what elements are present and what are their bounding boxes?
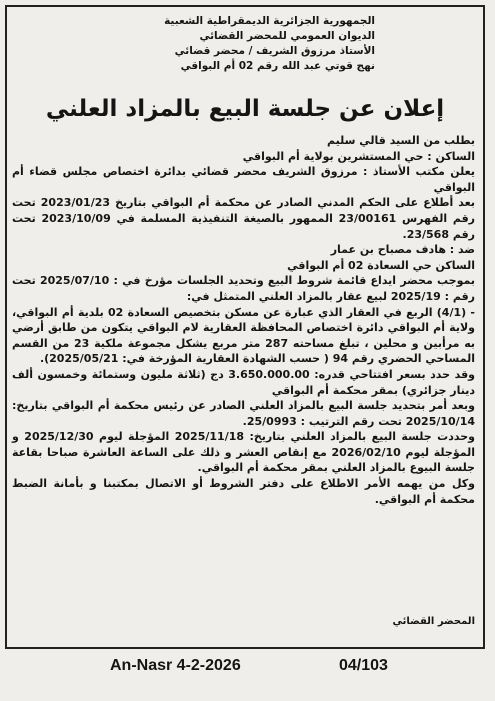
notice-number: 04/103 — [339, 657, 388, 674]
notice-body — [12, 133, 475, 507]
header-office: الديوان العمومي للمحضر القضائي — [199, 30, 375, 42]
publication-reference: An-Nasr 4-2-2026 — [110, 657, 241, 674]
header-bailiff: الأستاذ مرزوق الشريف / محضر قضائي — [174, 45, 375, 57]
office-announcement: يعلن مكتب الأستاذ : مرزوق الشريف محضر قضائي بدائرة اختصاص مجلس قضاء أم البواقي — [12, 165, 475, 194]
order-paragraph: وبعد أمر بتحديد جلسة البيع بالمزاد العلني الصادر عن رئيس محكمة أم البواقي بتاريخ: 2025/10/14 تحت رقم الترتيب : 25/0993. — [12, 399, 475, 428]
against-line: ضد : هادف مصباح بن عمار — [330, 243, 475, 257]
bailiff-signature: المحضر القضائي — [392, 616, 475, 627]
contact-paragraph: وكل من يهمه الأمر الاطلاع على دفتر الشروط أو الاتصال بمكتبنا و بأمانة الضبط محكمة أم البواقي. — [12, 477, 475, 506]
requester-residence: الساكن : حي المستشرين بولاية أم البواقي — [242, 149, 475, 163]
against-residence: الساكن حي السعادة 02 أم البواقي — [287, 258, 475, 272]
session-paragraph: وحددت جلسة البيع بالمزاد العلني بتاريخ: 2025/11/18 المؤجلة ليوم 2025/12/30 و المؤجلة ليوم 2026/02/10 مع إنقاص العشر و ذلك على الساعة العاشرة صباحا بقاعة جلسة البيوع بالمزاد العلني بمقر محكمة أم البواقي. — [12, 430, 476, 475]
notice-header — [115, 14, 375, 74]
header-republic: الجمهورية الجزائرية الديمقراطية الشعبية — [164, 15, 375, 27]
notice-title: إعلان عن جلسة البيع بالمزاد العلني — [45, 96, 445, 122]
header-address: نهج قوتي عبد الله رقم 02 أم البواقي — [180, 60, 375, 72]
publication-footer — [0, 650, 495, 680]
judgment-paragraph: بعد أطلاع على الحكم المدني الصادر عن محكمة أم البواقي بتاريخ 2023/01/23 تحت رقم الفهرس 23/00161 الممهور بالصيغة التنفيذية المسلمة في 2023/10/09 تحت رقم 23/568. — [12, 196, 475, 241]
conditions-paragraph: بموجب محضر ايداع قائمة شروط البيع وتحديد الجلسات مؤرخ في : 2025/07/10 تحت رقم : 2025/19 لبيع عقار بالمزاد العلني المتمثل في: — [12, 274, 475, 303]
property-paragraph: - (4/1) الربع في العقار الذي عبارة عن مسكن بتخصيص السعادة 02 بلدية أم البواقي، ولاية أم البواقي دائرة اختصاص المحافظة العقارية لام البواقي يتكون من طابق أرضي به مرأبين و محلين ، تبلغ مساحته 287 متر مربع يشكل مجموعة ملكية 23 من القسم المساحي الحضري رقم 94 ( حسب الشهادة العقارية المؤرخة في: 2025/05/21). — [12, 305, 475, 366]
requester-line: بطلب من السيد قالي سليم — [327, 134, 475, 147]
price-paragraph: وقد حدد بسعر افتتاحي قدره: 3.650.000.00 دج (ثلاثة مليون وستمائة وخمسون ألف دينار جزائري) بمقر محكمة أم البواقي — [12, 367, 475, 397]
